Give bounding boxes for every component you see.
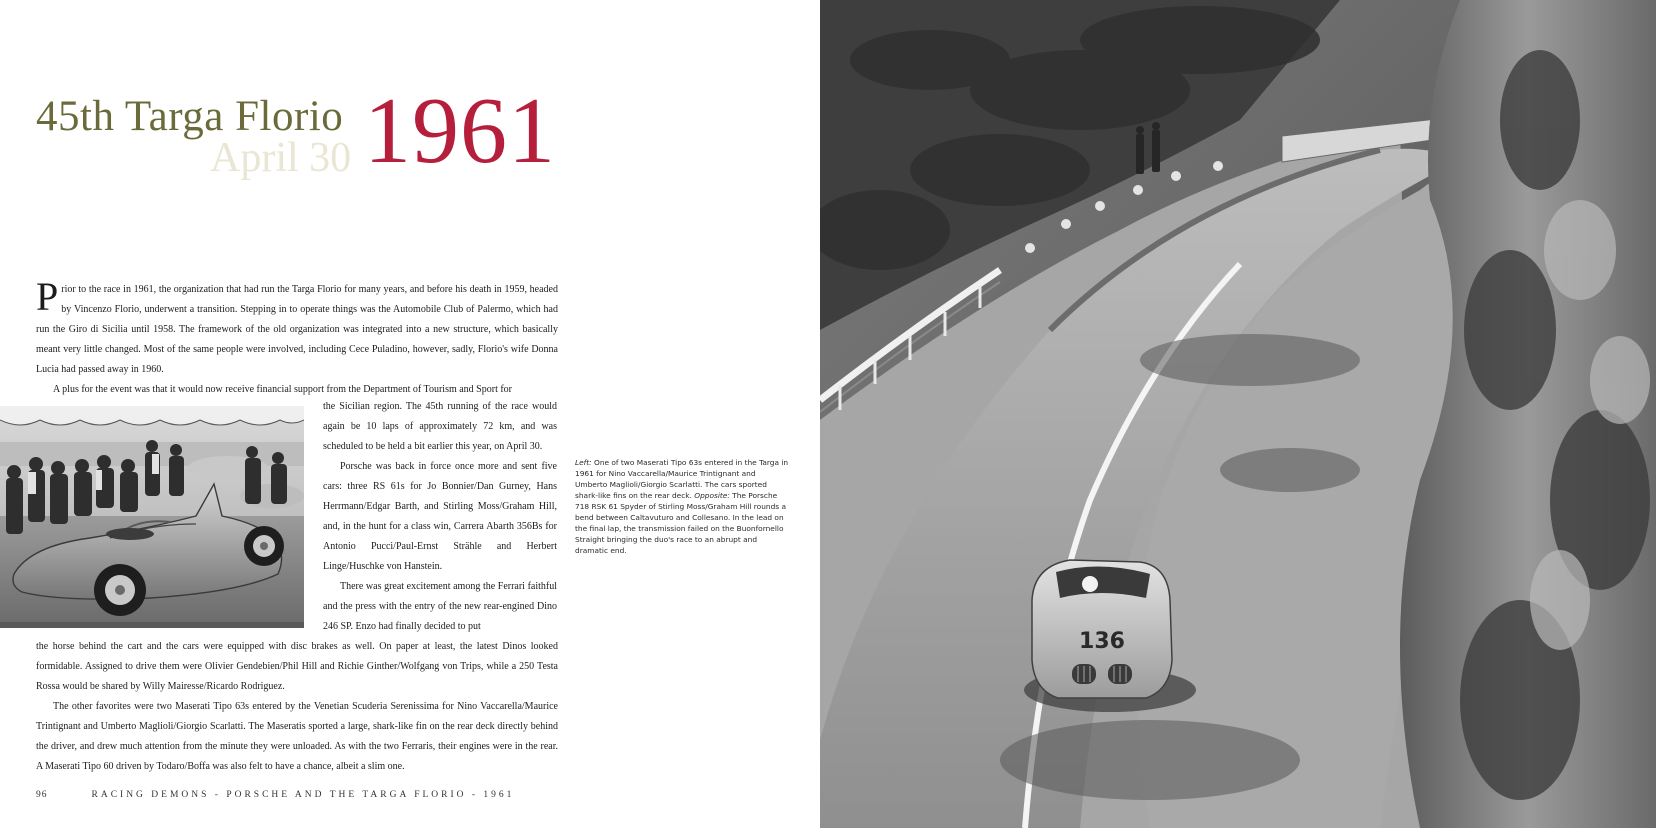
article-text-side [323, 397, 557, 637]
paragraph-5: The other favorites were two Maserati Tipo 63s entered by the Venetian Scuderia Serenissima for Nino Vaccarella/Maurice Trintignant and Umberto Maglioli/Giorgio Scarlatti. The Maseratis sported a large, shark-like fin on the rear deck directly behind the driver, and drew much attention from the minute they were unloaded. As with the two Ferraris, their engines were in the rear. A Maserati Tipo 60 driven by Todaro/Boffa was also felt to have a chance, albeit a slim one. [36, 701, 558, 772]
article-text-top [36, 274, 558, 400]
running-title: RACING DEMONS - PORSCHE AND THE TARGA FLORIO - 1961 [91, 790, 515, 800]
caption-lead-opposite: Opposite: [694, 491, 730, 500]
mountain-road-illustration [820, 0, 1656, 828]
maserati-paddock-photo [0, 406, 304, 628]
porsche-mountain-road-photo [820, 0, 1656, 828]
caption-lead-left: Left: [575, 458, 592, 467]
paragraph-4-start: There was great excitement among the Ferrari faithful and the press with the entry of the new rear-engined Dino 246 SP. Enzo had finally decided to put [323, 581, 557, 632]
article-text-bottom [36, 637, 558, 777]
paragraph-1-text: rior to the race in 1961, the organization that had run the Targa Florio for many years, and before his death in 1959, headed by Vincenzo Florio, underwent a transition. Stepping in to operate things was the Automobile Club of Palermo, which had run the Giro di Sicilia until 1958. The framework of the old organization was integrated into a new structure, which basically meant very little changed. Most of the same people were involved, including Cece Puladino, however, sadly, Florio's wife Donna Lucia had passed away in 1960. [36, 284, 558, 375]
paragraph-4-end: the horse behind the cart and the cars were equipped with disc brakes as well. On paper at least, the latest Dinos looked formidable. Assigned to drive them were Olivier Gendebien/Phil Hill and Richie Ginther/Wolfgang von Trips, while a 250 Testa Rossa would be shared by Willy Mairesse/Ricardo Rodriguez. [36, 641, 558, 692]
paragraph-2-intro: A plus for the event was that it would now receive financial support from the Department of Tourism and Sport for [53, 384, 513, 395]
car-number: 136 [1079, 629, 1125, 654]
photo-caption [575, 457, 790, 556]
page-number: 96 [36, 790, 48, 800]
drop-cap: P [36, 274, 59, 319]
maserati-paddock-illustration [0, 406, 304, 628]
page-footer [36, 790, 514, 800]
race-year: 1961 [364, 79, 556, 183]
caption-text-opposite: The Porsche 718 RSK 61 Spyder of Stirling Moss/Graham Hill rounds a bend between Caltavuturo and Collesano. In the lead on the final lap, the transmission failed on the Buonfornello Straight bringing the duo's race to an abrupt and dramatic end. [575, 491, 786, 555]
paragraph-2-rest: the Sicilian region. The 45th running of the race would again be 10 laps of approximately 72 km, and was scheduled to be held a bit earlier this year, on April 30. [323, 401, 557, 452]
race-title: 45th Targa Florio [36, 93, 344, 140]
race-date: April 30 [210, 135, 352, 181]
paragraph-1 [36, 274, 558, 380]
paragraph-3: Porsche was back in force once more and sent five cars: three RS 61s for Jo Bonnier/Dan Gurney, Hans Herrmann/Edgar Barth, and Stirling Moss/Graham Hill, and, in the hunt for a class win, Carrera Abarth 356Bs for Antonio Pucci/Paul-Ernst Strähle and Herbert Linge/Huschke von Hanstein. [323, 461, 557, 572]
caption-text-left: One of two Maserati Tipo 63s entered in the Targa in 1961 for Nino Vaccarella/Maurice Trintignant and Umberto Maglioli/Giorgio Scarlatti. The cars sported shark-like fins on the rear deck. [575, 458, 789, 500]
